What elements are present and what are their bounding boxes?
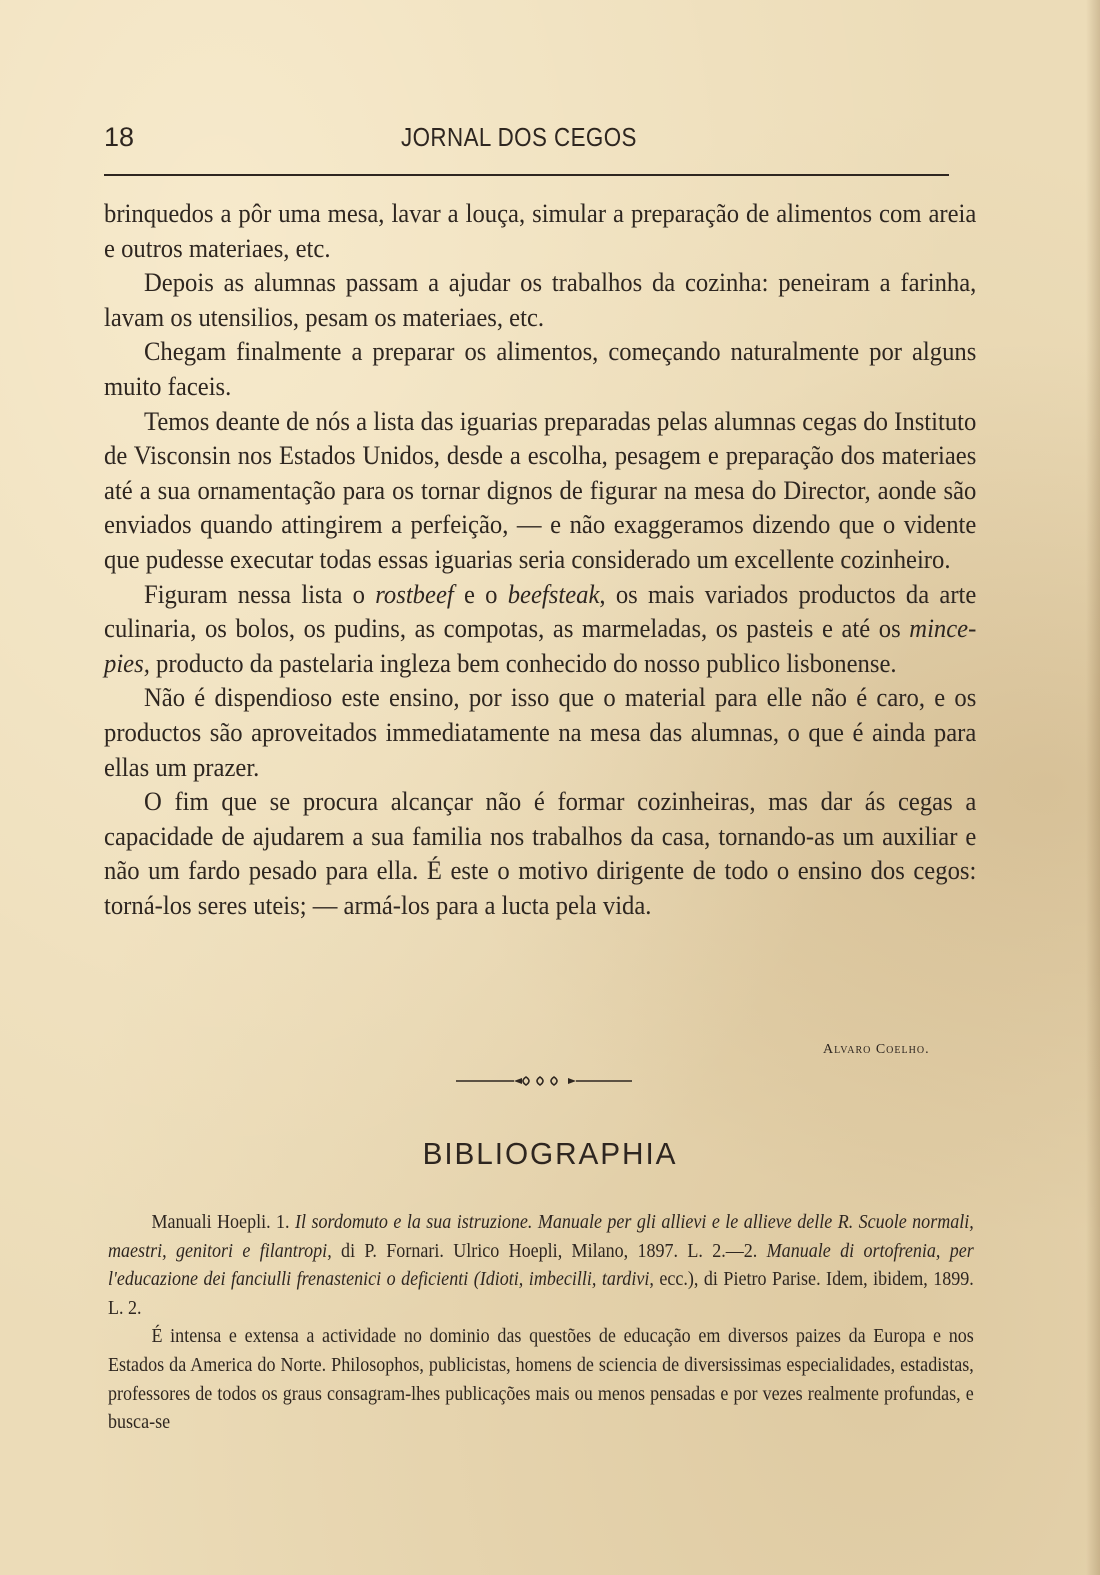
bibliography-body (108, 1209, 974, 1438)
bibliography-entry (108, 1209, 974, 1323)
text-run: di P. Fornari. Ulrico Hoepli, Milano, 1897. L. 2.—2. (331, 1240, 767, 1262)
article-paragraph: Temos deante de nós a lista das iguarias preparadas pelas alumnas cegas do Instituto de Visconsin nos Estados Unidos, desde a escolha, pesagem e preparação dos materiaes até a sua ornamentação para os tornar dignos de figurar na mesa do Director, aonde são enviados quando attingirem a perfeição, — e não exaggeramos dizendo que o vidente que pudesse executar todas essas iguarias seria considerado um excellente cozinheiro. (104, 405, 977, 574)
article-paragraph: Não é dispendioso este ensino, por isso que o material para elle não é caro, e os productos são aproveitados immediatamente na mesa das alumnas, o que é ainda para ellas um prazer. (104, 682, 977, 782)
running-title: JORNAL DOS CEGOS (401, 122, 637, 152)
article-paragraph: brinquedos a pôr uma mesa, lavar a louça, simular a preparação de alimentos com areia e outros materiaes, etc. (104, 198, 977, 263)
italic-term: rostbeef (375, 578, 454, 609)
text-run: producto da pastelaria ingleza bem conhecido do nosso publico lisbonense. (149, 647, 897, 678)
page-header (104, 122, 976, 162)
page-edge-shadow (1086, 0, 1100, 1575)
page-number: 18 (104, 122, 135, 152)
section-heading: BIBLIOGRAPHIA (422, 1136, 678, 1171)
article-paragraph (104, 577, 976, 681)
article-paragraph: Depois as alumnas passam a ajudar os trabalhos da cozinha: peneiram a farinha, lavam os utensilios, pesam os materiaes, etc. (104, 267, 977, 332)
author-signature: Alvaro Coelho. (823, 1042, 930, 1057)
review-paragraph: É intensa e extensa a actividade no dominio das questões de educação em diversos paizes da Europa e nos Estados da America do Norte. Philosophos, publicistas, homens de sciencia de diversissimas especialidades, estadistas, professores de todos os graus consagram-lhes publicações mais ou menos pensadas e por vezes realmente profundas, e busca-se (108, 1326, 974, 1434)
text-run: e o (453, 578, 508, 609)
italic-title: Manuale di ortofrenia, per l'educazione dei fanciulli frenastenici o deficienti (Idioti, imbecilli, tardivi, (108, 1240, 974, 1291)
italic-term: beefsteak (507, 578, 600, 609)
section-divider-ornament (456, 1074, 632, 1088)
text-run: Manuali Hoepli. 1. (151, 1212, 296, 1233)
article-paragraph: O fim que se procura alcançar não é formar cozinheiras, mas dar ás cegas a capacidade de ajudarem a sua familia nos trabalhos da casa, tornando-as um auxiliar e não um fardo pesado para ella. É este o motivo dirigente de todo o ensino dos cegos: torná-los seres uteis; — armá-los para a lucta pela vida. (104, 786, 977, 920)
italic-term: mince-pies, (104, 613, 977, 678)
text-run: , os mais variados productos da arte culinaria, os bolos, os pudins, as compotas, as marmeladas, os pasteis e até os (104, 578, 977, 644)
article-paragraph: Chegam finalmente a preparar os alimentos, começando naturalmente por alguns muito faceis. (104, 336, 977, 401)
text-run: ecc.), di Pietro Parise. Idem, ibidem, 1899. L. 2. (108, 1269, 974, 1319)
italic-title: Il sordomuto e la sua istruzione. Manuale per gli allievi e le allieve delle R. Scuole normali, maestri, genitori e filantropi, (108, 1212, 974, 1262)
header-rule (104, 174, 949, 176)
article-body (104, 196, 976, 922)
text-run: Figuram nessa lista o (143, 578, 376, 609)
